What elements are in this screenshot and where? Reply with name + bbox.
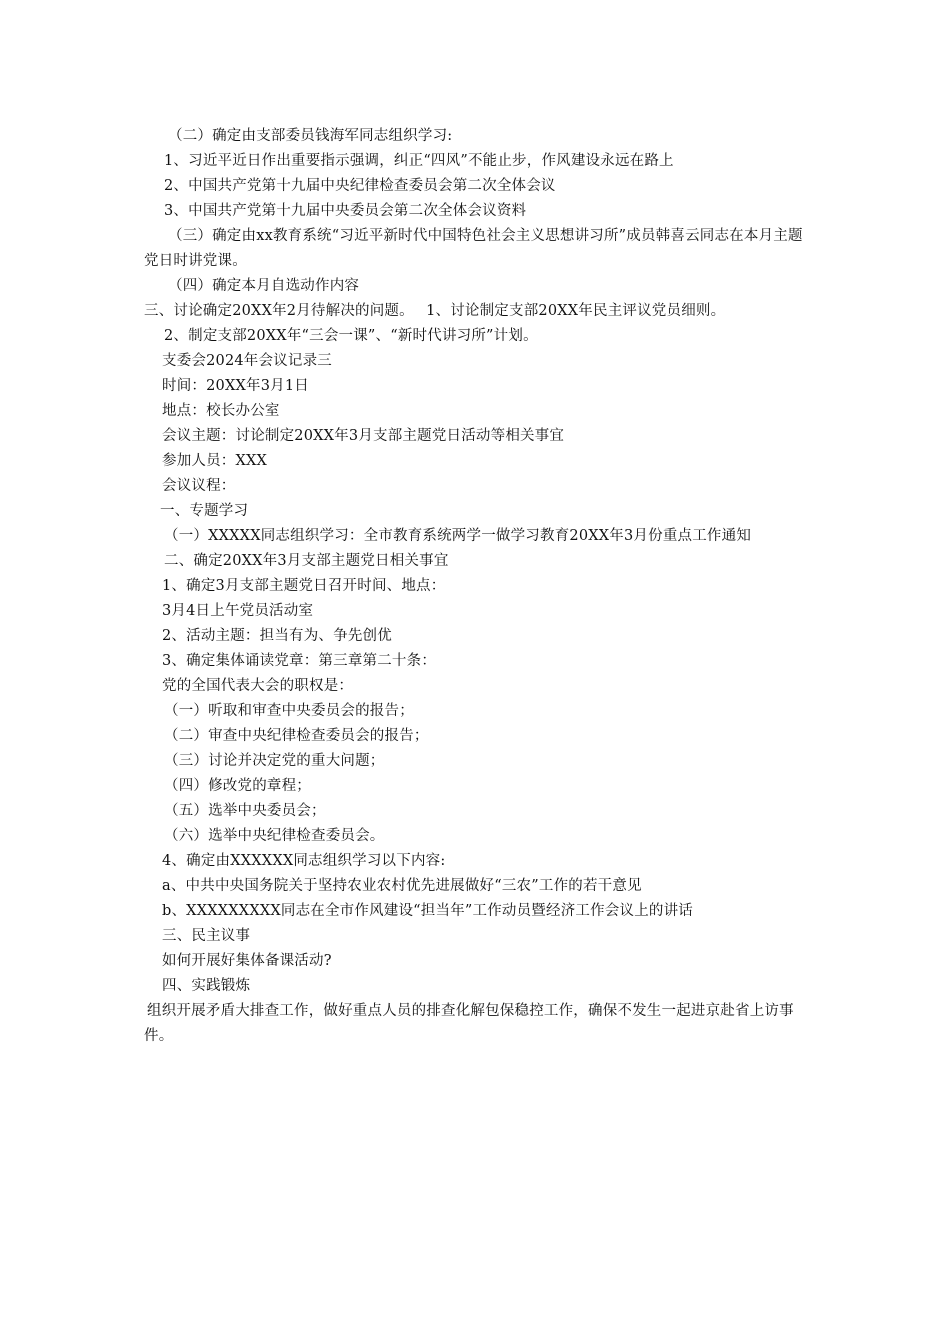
text-line: （一）听取和审查中央委员会的报告； [164,703,414,719]
text-line: （三）讨论并决定党的重大问题； [164,753,385,769]
text-line: （四）确定本月自选动作内容 [168,278,360,294]
text-line: 一、专题学习 [160,503,249,519]
text-line: 党的全国代表大会的职权是： [162,678,354,694]
text-line: 3、中国共产党第十九届中央委员会第二次全体会议资料 [164,203,527,219]
text-line: 3、确定集体诵读党章：第三章第二十条： [162,653,437,669]
text-line: 如何开展好集体备课活动? [162,953,332,969]
text-line: 支委会2024年会议记录三 [162,353,333,369]
document-body [144,124,808,1049]
text-paragraph [144,999,808,1049]
text-line: 3月4日上午党员活动室 [162,603,314,619]
text-line: （五）选举中央委员会； [164,803,326,819]
text-line: 二、确定20XX年3月支部主题党日相关事宜 [164,553,449,569]
text-line: 2、制定支部20XX年“三会一课”、“新时代讲习所”计划。 [164,328,538,344]
text-line: a、中共中央国务院关于坚持农业农村优先进展做好“三农”工作的若干意见 [162,878,642,894]
text-line: （四）修改党的章程； [164,778,311,794]
text-line: 三、讨论确定20XX年2月待解决的问题。 1、讨论制定支部20XX年民主评议党员细则。 [144,303,726,319]
text-line: 四、实践锻炼 [162,978,251,994]
text-line: （六）选举中央纪律检查委员会。 [164,828,385,844]
text-line: 2、活动主题：担当有为、争先创优 [162,628,392,644]
text-line: b、XXXXXXXXX同志在全市作风建设“担当年”工作动员暨经济工作会议上的讲话 [162,903,694,919]
text-line: 三、民主议事 [162,928,251,944]
text-line: 参加人员：XXX [162,453,268,469]
text-line: （二）审查中央纪律检查委员会的报告； [164,728,429,744]
text-line: 时间：20XX年3月1日 [162,378,309,394]
text-line: （二）确定由支部委员钱海军同志组织学习: [168,128,453,144]
text-line: 2、中国共产党第十九届中央纪律检查委员会第二次全体会议 [164,178,556,194]
text-line: 1、确定3月支部主题党日召开时间、地点： [162,578,446,594]
text-line: （一）XXXXX同志组织学习：全市教育系统两学一做学习教育20XX年3月份重点工作通知 [164,528,752,544]
text-paragraph [144,224,808,274]
paragraph-text: 组织开展矛盾大排查工作，做好重点人员的排查化解包保稳控工作，确保不发生一起进京赴省上访事件。 [144,1003,794,1044]
text-line: 会议议程： [162,478,236,494]
text-line: 地点：校长办公室 [162,403,280,419]
text-line: 1、习近平近日作出重要指示强调，纠正“四风”不能止步，作风建设永远在路上 [164,153,674,169]
text-line: 会议主题：讨论制定20XX年3月支部主题党日活动等相关事宜 [162,428,565,444]
text-line: 4、确定由XXXXXX同志组织学习以下内容: [162,853,446,869]
paragraph-text: （三）确定由xx教育系统“习近平新时代中国特色社会主义思想讲习所”成员韩喜云同志在本月主题党日时讲党课。 [144,228,803,269]
